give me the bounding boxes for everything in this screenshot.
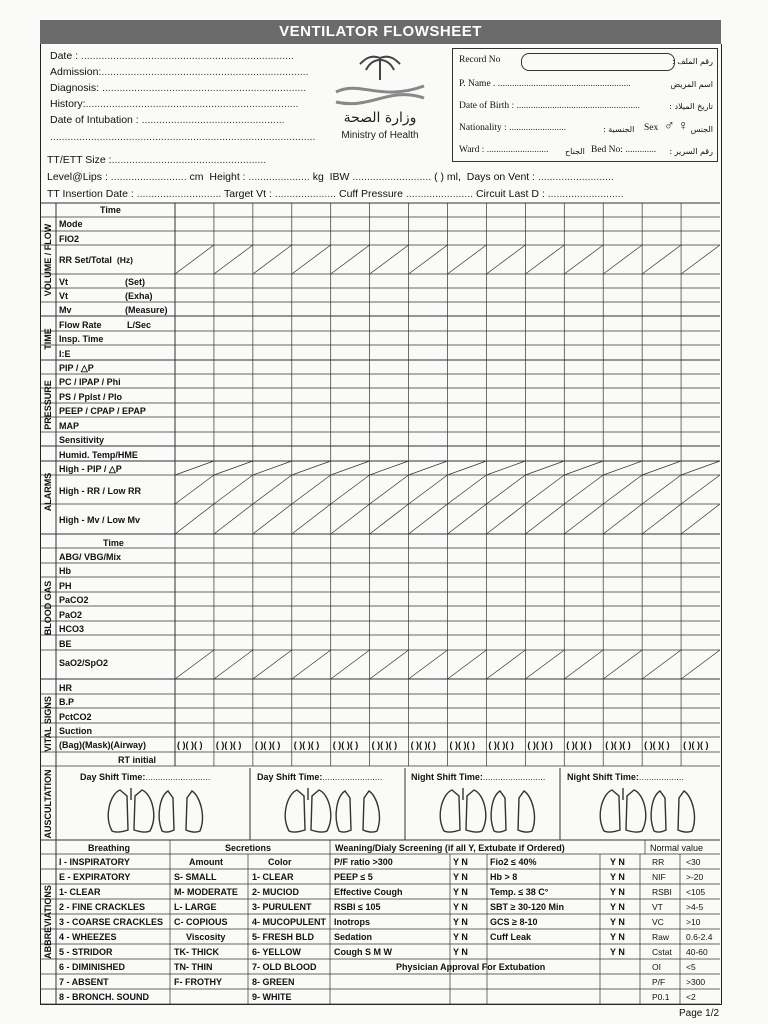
normal-param: Cstat: [652, 947, 672, 957]
diagonal-split: [564, 245, 603, 274]
lungs-icon[interactable]: [432, 786, 542, 836]
normal-range: 40-60: [686, 947, 708, 957]
diagonal-split: [214, 475, 253, 504]
diagonal-split: [409, 504, 448, 534]
screening-criterion: Temp. ≤ 38 C°: [490, 887, 549, 897]
normal-param: NIF: [652, 872, 666, 882]
row-time: Time: [100, 205, 121, 215]
color-item: 6- YELLOW: [252, 947, 301, 957]
row-mv: Mv: [59, 305, 72, 315]
amount-item: M- MODERATE: [174, 887, 238, 897]
row-high-mv: High - Mv / Low Mv: [59, 515, 140, 525]
bag-cell[interactable]: ( )( )( ): [566, 740, 592, 750]
dob-label[interactable]: Date of Birth : ....................................................: [459, 101, 641, 111]
screening-criterion: PEEP ≤ 5: [334, 872, 373, 882]
diagonal-split: [525, 504, 564, 534]
yes-no-toggle[interactable]: Y N: [610, 872, 625, 882]
header-secretions: Secretions: [225, 843, 272, 853]
color-item: 9- WHITE: [252, 992, 292, 1002]
normal-range: >4-5: [686, 902, 704, 912]
diagonal-split: [292, 650, 331, 679]
diagonal-split: [486, 245, 525, 274]
yes-no-toggle[interactable]: Y N: [610, 947, 625, 957]
normal-param: RSBI: [652, 887, 672, 897]
night-shift-time-2[interactable]: Night Shift Time:..................: [567, 772, 684, 782]
yes-no-toggle[interactable]: Y N: [610, 932, 625, 942]
page-title: VENTILATOR FLOWSHEET: [40, 20, 721, 44]
diagonal-split: [603, 245, 642, 274]
day-shift-time-2[interactable]: Day Shift Time:........................: [257, 772, 383, 782]
row-time-2: Time: [103, 538, 124, 548]
sex-label: Sex: [644, 123, 659, 133]
color-item: 2- MUCIOD: [252, 887, 299, 897]
row-flow-unit: L/Sec: [127, 320, 152, 330]
nationality-arabic: الجنسية :: [603, 125, 635, 134]
screening-criterion: Cuff Leak: [490, 932, 532, 942]
color-item: 8- GREEN: [252, 977, 295, 987]
row-pctco2: PctCO2: [59, 712, 92, 722]
breathing-item: 7 - ABSENT: [59, 977, 109, 987]
row-abg: ABG/ VBG/Mix: [59, 552, 122, 562]
diagonal-split: [370, 475, 409, 504]
diagonal-split: [603, 475, 642, 504]
diagonal-split: [175, 650, 214, 679]
row-high-rr: High - RR / Low RR: [59, 486, 141, 496]
yes-no-toggle[interactable]: Y N: [453, 917, 468, 927]
row-rr: RR Set/Total (Hz): [59, 255, 133, 265]
diagonal-split: [331, 504, 370, 534]
breathing-item: E - EXPIRATORY: [59, 872, 131, 882]
sex-arabic: الجنس: [690, 125, 713, 134]
diagonal-split: [525, 475, 564, 504]
yes-no-toggle[interactable]: Y N: [610, 917, 625, 927]
screening-criterion: Hb > 8: [490, 872, 518, 882]
breathing-item: 8 - BRONCH. SOUND: [59, 992, 150, 1002]
diagonal-split: [253, 461, 292, 475]
intubation-continued: ...........................................................................................: [50, 131, 316, 143]
yes-no-toggle[interactable]: Y N: [453, 902, 468, 912]
level-lips-field[interactable]: Level@Lips : .......................... cm Height : ..................... kg IBW ........................... ( ) ml, Days on Vent : ..........................: [47, 171, 614, 183]
diagonal-split: [331, 245, 370, 274]
normal-param: RR: [652, 857, 665, 867]
normal-param: VC: [652, 917, 664, 927]
bag-cell[interactable]: ( )( )( ): [605, 740, 631, 750]
row-be: BE: [59, 639, 72, 649]
diagonal-split: [370, 461, 409, 475]
breathing-item: 4 - WHEEZES: [59, 932, 117, 942]
amount-item: S- SMALL: [174, 872, 217, 882]
row-rt-initial: RT initial: [118, 755, 156, 765]
row-humid: Humid. Temp/HME: [59, 450, 138, 460]
row-fio2: FIO2: [59, 234, 80, 244]
breathing-item: 5 - STRIDOR: [59, 947, 113, 957]
row-map: MAP: [59, 421, 79, 431]
ministry-english: Ministry of Health: [341, 130, 419, 141]
row-high-pip: High - PIP / △P: [59, 464, 122, 474]
diagonal-split: [175, 475, 214, 504]
lungs-icon[interactable]: [592, 786, 702, 836]
normal-param: OI: [652, 962, 661, 972]
row-ph: PH: [59, 581, 72, 591]
screening-criterion: Fio2 ≤ 40%: [490, 857, 537, 867]
diagonal-split: [409, 461, 448, 475]
row-mv-unit: (Measure): [125, 305, 168, 315]
row-paco2: PaCO2: [59, 595, 89, 605]
normal-range: >300: [686, 977, 706, 987]
lungs-icon[interactable]: [100, 786, 210, 836]
diagonal-split: [448, 650, 487, 679]
diagonal-split: [448, 504, 487, 534]
header-breathing: Breathing: [88, 843, 131, 853]
bed-arabic: رقم السرير :: [669, 147, 713, 156]
diagonal-split: [525, 650, 564, 679]
diagonal-split: [603, 504, 642, 534]
diagonal-split: [525, 461, 564, 475]
normal-param: P0.1: [652, 992, 670, 1002]
bag-cell[interactable]: ( )( )( ): [215, 740, 242, 750]
diagonal-split: [681, 461, 720, 475]
screening-criterion: Sedation: [334, 932, 373, 942]
diagonal-split: [681, 650, 720, 679]
diagonal-split: [253, 475, 292, 504]
normal-range: <105: [686, 887, 706, 897]
section-blood-gas: BLOOD GAS: [43, 580, 53, 636]
history-field[interactable]: History:.........................................................................: [50, 98, 299, 110]
diagonal-split: [681, 504, 720, 534]
amount-item: L- LARGE: [174, 902, 217, 912]
normal-range: <30: [686, 857, 701, 867]
diagonal-split: [642, 245, 681, 274]
breathing-item: 2 - FINE CRACKLES: [59, 902, 146, 912]
header-weaning: Weaning/Dialy Screening (if all Y, Extubate if Ordered): [335, 843, 565, 853]
date-field[interactable]: Date : .........................................................................: [50, 50, 294, 62]
section-vital-signs: VITAL SIGNS: [43, 696, 53, 752]
bag-cell[interactable]: ( )( )( ): [527, 740, 553, 750]
yes-no-toggle[interactable]: Y N: [453, 872, 468, 882]
screening-criterion: P/F ratio >300: [334, 857, 393, 867]
diagonal-split: [409, 245, 448, 274]
color-item: 3- PURULENT: [252, 902, 312, 912]
diagonal-split: [564, 475, 603, 504]
diagonal-split: [214, 461, 253, 475]
diagonal-split: [292, 461, 331, 475]
screening-criterion: Inotrops: [334, 917, 370, 927]
diagonal-split: [681, 475, 720, 504]
tt-insertion-field[interactable]: TT Insertion Date : ............................. Target Vt : ..................... Cuff Pressure ....................... Circuit Last D : ..........................: [47, 188, 624, 200]
diagonal-split: [331, 475, 370, 504]
diagonal-split: [486, 461, 525, 475]
color-item: 1- CLEAR: [252, 872, 294, 882]
color-item: 5- FRESH BLD: [252, 932, 315, 942]
diagonal-split: [175, 504, 214, 534]
normal-param: P/F: [652, 977, 666, 987]
diagonal-split: [253, 504, 292, 534]
color-item: 4- MUCOPULENT: [252, 917, 326, 927]
tt-size-field[interactable]: TT/ETT Size :.....................................................: [47, 154, 267, 166]
row-bag-mask-airway: (Bag)(Mask)(Airway): [59, 740, 147, 750]
row-pip: PIP / △P: [59, 363, 94, 373]
diagonal-split: [292, 475, 331, 504]
bag-cell[interactable]: ( )( )( ): [683, 740, 709, 750]
nationality-label[interactable]: Nationality : ........................: [459, 123, 567, 133]
row-hb: Hb: [59, 566, 71, 576]
yes-no-toggle[interactable]: Y N: [610, 857, 625, 867]
dob-arabic: تاريخ الميلاد :: [669, 102, 713, 111]
diagonal-split: [292, 245, 331, 274]
normal-range: >10: [686, 917, 701, 927]
diagonal-split: [603, 461, 642, 475]
row-mode: Mode: [59, 219, 83, 229]
header-color: Color: [268, 857, 292, 867]
row-insp-time: Insp. Time: [59, 334, 104, 344]
diagonal-split: [486, 650, 525, 679]
row-flow-rate: Flow Rate: [59, 320, 102, 330]
diagonal-split: [448, 475, 487, 504]
admission-field[interactable]: Admission:.......................................................................: [50, 66, 309, 78]
diagonal-split: [681, 245, 720, 274]
patient-name-arabic: اسم المريض: [670, 80, 713, 89]
page-number: Page 1/2: [679, 1008, 720, 1019]
screening-criterion: Cough S M W: [334, 947, 392, 957]
diagonal-split: [642, 461, 681, 475]
diagonal-split: [292, 504, 331, 534]
normal-range: <5: [686, 962, 696, 972]
yes-no-toggle[interactable]: Y N: [453, 932, 468, 942]
intubation-field[interactable]: Date of Intubation : .................................................: [50, 114, 285, 126]
diagonal-split: [448, 245, 487, 274]
normal-param: Raw: [652, 932, 670, 942]
diagonal-split: [564, 461, 603, 475]
row-sensitivity: Sensitivity: [59, 435, 105, 445]
row-pao2: PaO2: [59, 610, 83, 620]
physician-approval: Physician Approval For Extubation: [396, 962, 546, 972]
header-viscosity: Viscosity: [186, 932, 226, 942]
row-bp: B.P: [59, 697, 75, 707]
color-item: 7- OLD BLOOD: [252, 962, 317, 972]
row-ie: I:E: [59, 349, 71, 359]
patient-name-label[interactable]: P. Name . ........................................................: [459, 79, 631, 89]
amount-item: C- COPIOUS: [174, 917, 228, 927]
viscosity-item: TK- THICK: [174, 947, 219, 957]
breathing-item: 6 - DIMINISHED: [59, 962, 126, 972]
header-amount: Amount: [189, 857, 223, 867]
yes-no-toggle[interactable]: Y N: [610, 887, 625, 897]
normal-range: 0.6-2.4: [686, 932, 713, 942]
header-normal-value: Normal value: [650, 843, 704, 853]
viscosity-item: F- FROTHY: [174, 977, 222, 987]
diagonal-split: [642, 650, 681, 679]
diagonal-split: [525, 245, 564, 274]
ward-arabic: الجناح: [565, 147, 585, 156]
bag-cell[interactable]: ( )( )( ): [410, 740, 437, 750]
diagonal-split: [214, 504, 253, 534]
normal-param: VT: [652, 902, 663, 912]
diagonal-split: [214, 245, 253, 274]
night-shift-time-1[interactable]: Night Shift Time:.........................: [411, 772, 546, 782]
record-no-arabic: رقم الملف :: [671, 57, 713, 66]
row-pc: PC / IPAP / Phi: [59, 377, 121, 387]
diagonal-split: [642, 504, 681, 534]
row-suction: Suction: [59, 726, 92, 736]
row-hr: HR: [59, 683, 72, 693]
yes-no-toggle[interactable]: Y N: [610, 902, 625, 912]
section-pressure: PRESSURE: [43, 380, 53, 430]
screening-criterion: RSBI ≤ 105: [334, 902, 381, 912]
row-hco3: HCO3: [59, 624, 85, 634]
lungs-icon[interactable]: [277, 786, 387, 836]
section-time: TIME: [43, 328, 53, 350]
diagonal-split: [214, 650, 253, 679]
row-vt-set: Vt: [59, 277, 68, 287]
row-vt-exha-unit: (Exha): [125, 291, 153, 301]
bag-cell[interactable]: ( )( )( ): [644, 740, 670, 750]
row-vt-exha: Vt: [59, 291, 68, 301]
diagonal-split: [409, 650, 448, 679]
breathing-item: 1- CLEAR: [59, 887, 101, 897]
diagonal-split: [370, 245, 409, 274]
diagonal-split: [331, 650, 370, 679]
screening-criterion: Effective Cough: [334, 887, 403, 897]
diagonal-split: [175, 245, 214, 274]
diagonal-split: [564, 504, 603, 534]
diagonal-split: [253, 650, 292, 679]
bag-cell[interactable]: ( )( )( ): [293, 740, 320, 750]
diagonal-split: [486, 475, 525, 504]
diagonal-split: [409, 475, 448, 504]
diagonal-split: [603, 650, 642, 679]
bag-cell[interactable]: ( )( )( ): [371, 740, 398, 750]
yes-no-toggle[interactable]: Y N: [453, 947, 468, 957]
screening-criterion: SBT ≥ 30-120 Min: [490, 902, 564, 912]
diagonal-split: [642, 475, 681, 504]
bag-cell[interactable]: ( )( )( ): [449, 740, 475, 750]
diagonal-split: [448, 461, 487, 475]
bag-cell[interactable]: ( )( )( ): [177, 740, 203, 750]
diagonal-split: [175, 461, 214, 475]
row-sao2: SaO2/SpO2: [59, 658, 109, 668]
screening-criterion: GCS ≥ 8-10: [490, 917, 538, 927]
diagonal-split: [253, 245, 292, 274]
breathing-item: I - INSPIRATORY: [59, 857, 130, 867]
diagonal-split: [370, 504, 409, 534]
diagonal-split: [331, 461, 370, 475]
sex-symbols[interactable]: ♂ ♀: [664, 119, 689, 134]
diagnosis-field[interactable]: Diagnosis: ......................................................................: [50, 82, 307, 94]
row-vt-set-unit: (Set): [125, 277, 145, 287]
yes-no-toggle[interactable]: Y N: [453, 887, 468, 897]
viscosity-item: TN- THIN: [174, 962, 213, 972]
normal-range: <2: [686, 992, 696, 1002]
normal-range: >-20: [686, 872, 704, 882]
row-peep: PEEP / CPAP / EPAP: [59, 406, 146, 416]
row-ps: PS / Pplst / Plo: [59, 392, 123, 402]
section-abbreviations: ABBREVIATIONS: [43, 885, 53, 959]
section-volume-flow: VOLUME / FLOW: [43, 223, 53, 296]
yes-no-toggle[interactable]: Y N: [453, 857, 468, 867]
section-auscultation: AUSCULTATION: [43, 769, 53, 839]
bag-cell[interactable]: ( )( )( ): [254, 740, 281, 750]
bag-cell[interactable]: ( )( )( ): [488, 740, 514, 750]
diagonal-split: [370, 650, 409, 679]
ward-label[interactable]: Ward : ..........................: [459, 145, 549, 155]
day-shift-time-1[interactable]: Day Shift Time:..........................: [80, 772, 211, 782]
bag-cell[interactable]: ( )( )( ): [332, 740, 359, 750]
record-no-label: Record No: [459, 55, 501, 65]
diagonal-split: [486, 504, 525, 534]
bed-label[interactable]: Bed No: .............: [591, 145, 657, 155]
ministry-arabic: وزارة الصحة: [343, 110, 417, 126]
diagonal-split: [564, 650, 603, 679]
section-alarms: ALARMS: [43, 472, 53, 512]
breathing-item: 3 - COARSE CRACKLES: [59, 917, 164, 927]
